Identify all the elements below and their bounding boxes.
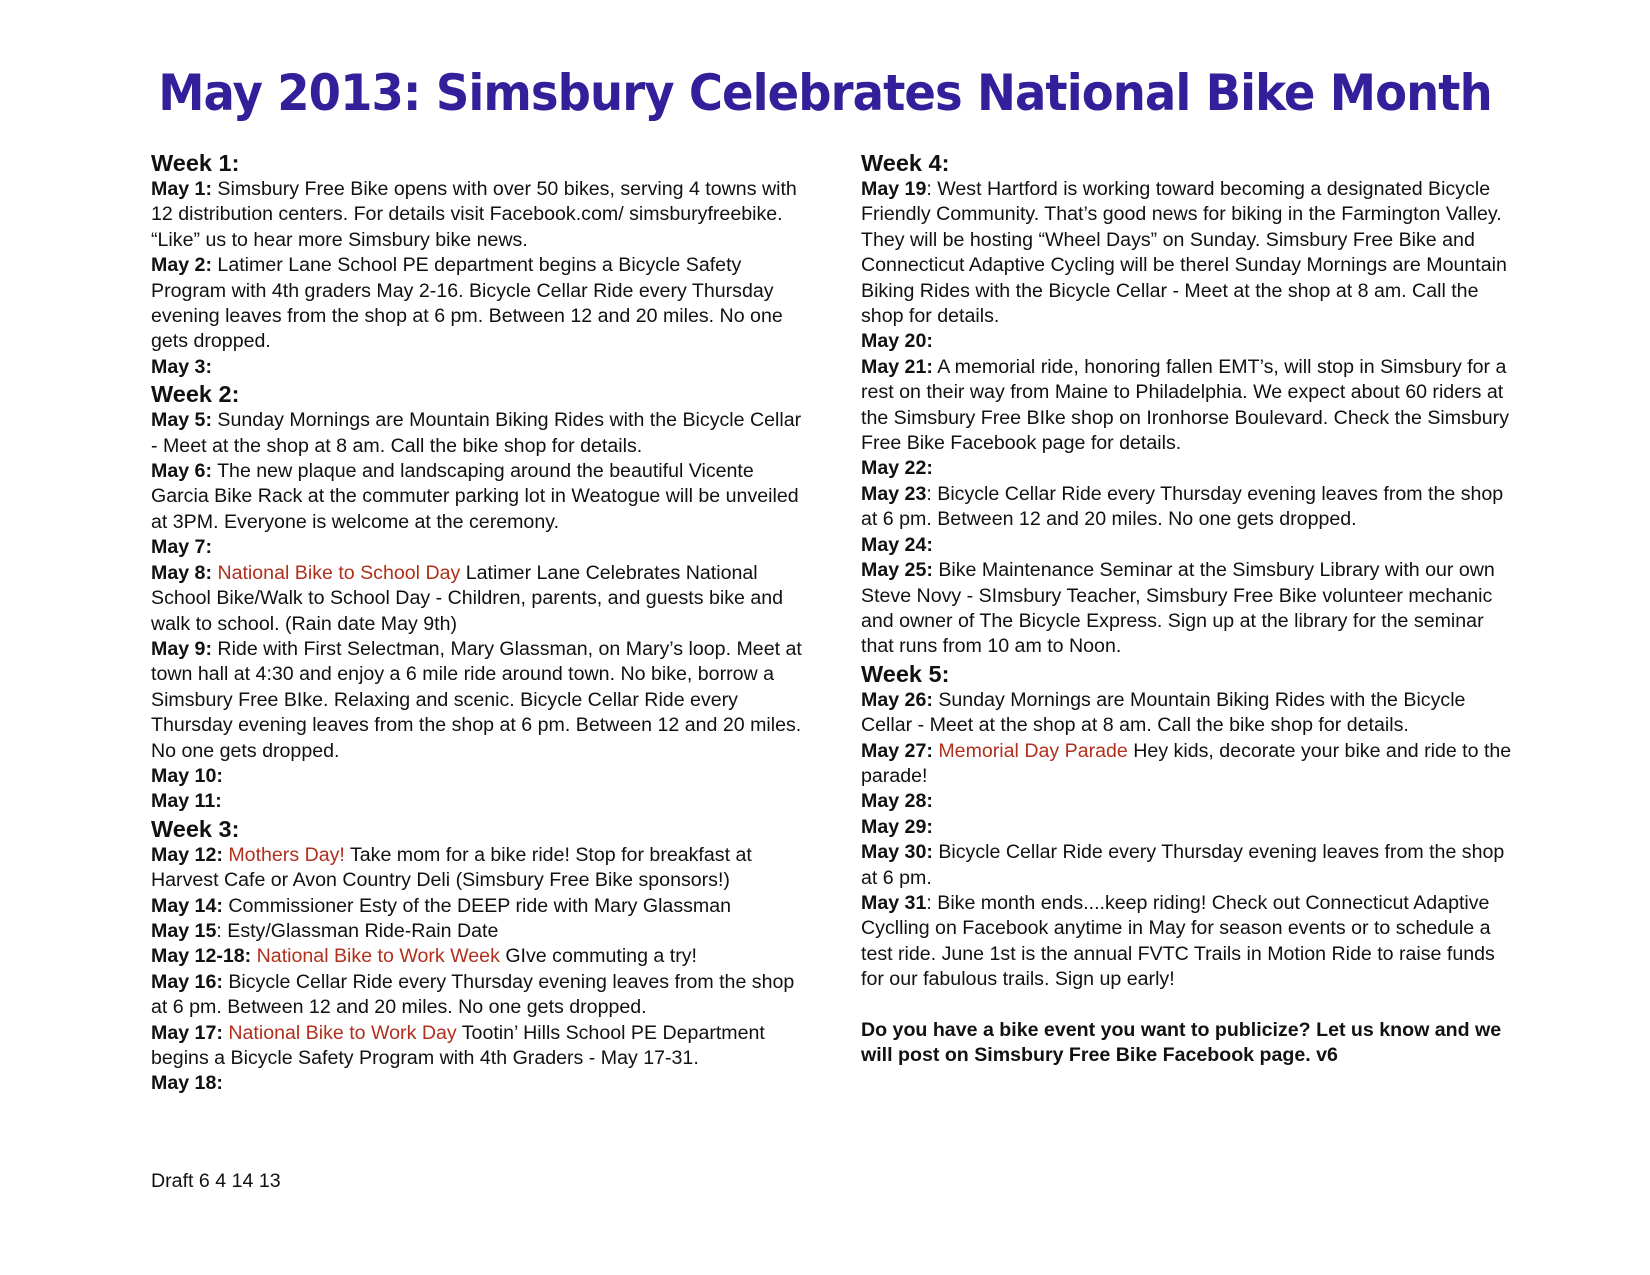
entry-date: May 30: [861, 841, 933, 864]
entry-may-6 [151, 459, 811, 535]
entry-text: : Esty/Glassman Ride-Rain Date [216, 919, 499, 942]
entry-may-16 [151, 970, 811, 1021]
entry-may-18 [151, 1071, 811, 1096]
entry-text: Commissioner Esty of the DEEP ride with Mary Glassman [222, 894, 732, 917]
entry-date: May 21: [861, 355, 933, 378]
entry-may-25 [861, 558, 1521, 660]
entry-date: May 29: [861, 815, 933, 838]
entry-date: May 28: [861, 790, 933, 813]
entry-date: May 16: [151, 970, 223, 993]
entry-date: May 7: [151, 536, 212, 559]
entry-may-17 [151, 1021, 811, 1072]
entry-text: A memorial ride, honoring fallen EMT’s, will stop in Simsbury for a rest on their way from Maine to Philadelphia. We expect about 60 riders at the Simsbury Free BIke shop on Ironhorse Boulevard. Check the Simsbury Free Bike Facebook page for details. [861, 355, 1509, 455]
entry-text: Bicycle Cellar Ride every Thursday evening leaves from the shop at 6 pm. Between 12 and 20 miles. No one gets dropped. [151, 970, 795, 1019]
entry-may-10 [151, 764, 811, 789]
entry-text: : Bicycle Cellar Ride every Thursday evening leaves from the shop at 6 pm. Between 12 and 20 miles. No one gets dropped. [861, 482, 1504, 531]
entry-may-2 [151, 253, 811, 355]
entry-date: May 22: [861, 457, 933, 480]
entry-may-26 [861, 688, 1521, 739]
closing-note: Do you have a bike event you want to publicize? Let us know and we will post on Simsbury Free Bike Facebook page. v6 [861, 1018, 1502, 1066]
entry-may-1 [151, 177, 811, 253]
entry-date: May 11: [151, 790, 222, 813]
entry-date: May 19 [861, 178, 927, 200]
week-3-heading: Week 3: [151, 815, 240, 842]
entry-date: May 18: [151, 1072, 223, 1095]
entry-date: May 9: [151, 637, 212, 660]
entry-may-20 [861, 329, 1521, 354]
entry-date: May 23 [861, 482, 927, 505]
entry-date: May 27: [861, 739, 933, 762]
left-column [151, 149, 811, 1097]
week-4-heading: Week 4: [861, 150, 950, 176]
entry-date: May 31 [861, 891, 927, 914]
entry-date: May 25: [861, 559, 933, 582]
entry-may-14 [151, 894, 811, 919]
entry-may-24 [861, 533, 1521, 558]
entry-may-21 [861, 355, 1521, 457]
event-highlight: Mothers Day! [228, 843, 345, 866]
entry-may-27 [861, 739, 1521, 790]
entry-date: May 12: [151, 843, 223, 866]
entry-date: May 3: [151, 355, 212, 378]
entry-text: : West Hartford is working toward becoming a designated Bicycle Friendly Community. That’s good news for biking in the Farmington Valley. They will be hosting “Wheel Days” on Sunday. Simsbury Free Bike and Connecticut Adaptive Cycling will be therel Sunday Mornings are Mountain Biking Rides with the Bicycle Cellar - Meet at the shop at 8 am. Call the shop for details. [861, 178, 1507, 328]
entry-may-9 [151, 637, 811, 764]
entry-date: May 14: [151, 894, 223, 917]
entry-may-12 [151, 843, 811, 894]
entry-may-30 [861, 840, 1521, 891]
entry-text: Take mom for a bike ride! Stop for breakfast at Harvest Cafe or Avon Country Deli (Simsbury Free Bike sponsors!) [151, 843, 752, 892]
entry-may-19 [861, 177, 1521, 329]
entry-text: Tootin’ Hills School PE Department begins a Bicycle Safety Program with 4th Graders - May 17-31. [151, 1021, 765, 1069]
entry-may-22 [861, 456, 1521, 481]
entry-text: Ride with First Selectman, Mary Glassman, on Mary’s loop. Meet at town hall at 4:30 and enjoy a 6 mile ride around town. No bike, borrow a Simsbury Free BIke. Relaxing and scenic. Bicycle Cellar Ride every Thursday evening leaves from the shop at 6 pm. Between 12 and 20 miles. No one gets dropped. [151, 637, 802, 762]
entry-date: May 17: [151, 1021, 223, 1044]
entry-date: May 20: [861, 330, 933, 353]
event-highlight: National Bike to School Day [217, 561, 461, 584]
entry-may-28 [861, 789, 1521, 814]
entry-date: May 6: [151, 460, 212, 483]
entry-date: May 10: [151, 764, 223, 787]
entry-text: Sunday Mornings are Mountain Biking Rides with the Bicycle Cellar - Meet at the shop at 8 am. Call the bike shop for details. [861, 688, 1466, 737]
entry-may-23 [861, 482, 1521, 533]
entry-may-12-18 [151, 944, 811, 969]
entry-text: The new plaque and landscaping around the beautiful Vicente Garcia Bike Rack at the commuter parking lot in Weatogue will be unveiled at 3PM. Everyone is welcome at the ceremony. [151, 460, 799, 533]
entry-text: : Bike month ends....keep riding! Check out Connecticut Adaptive Cyclling on Facebook anytime in May for season events or to schedule a test ride. June 1st is the annual FVTC Trails in Motion Ride to raise funds for our fabulous trails. Sign up early! [861, 891, 1495, 991]
entry-may-7 [151, 535, 811, 560]
entry-text: Sunday Mornings are Mountain Biking Rides with the Bicycle Cellar - Meet at the shop at 8 am. Call the bike shop for details. [151, 409, 802, 457]
entry-may-11 [151, 789, 811, 814]
entry-text: Bicycle Cellar Ride every Thursday evening leaves from the shop at 6 pm. [861, 841, 1505, 889]
event-highlight: Memorial Day Parade [938, 739, 1128, 762]
entry-text: Simsbury Free Bike opens with over 50 bikes, serving 4 towns with 12 distribution centers. For details visit Facebook.com/ simsburyfreebike. “Like” us to hear more Simsbury bike news. [151, 178, 797, 251]
event-highlight: National Bike to Work Day [228, 1021, 457, 1044]
event-highlight: National Bike to Work Week [256, 945, 500, 968]
entry-date: May 5: [151, 409, 212, 432]
entry-may-3 [151, 355, 811, 380]
right-column [861, 149, 1521, 1068]
entry-text: GIve commuting a try! [499, 945, 697, 968]
draft-footer: Draft 6 4 14 13 [151, 1170, 281, 1192]
week-2-heading: Week 2: [151, 381, 240, 408]
entry-date: May 2: [151, 254, 212, 277]
entry-may-31 [861, 891, 1521, 993]
entry-text: Latimer Lane Celebrates National School Bike/Walk to School Day - Children, parents, and guests bike and walk to school. (Rain date May 9th) [151, 561, 784, 635]
entry-date: May 12-18: [151, 945, 252, 968]
entry-may-5 [151, 408, 811, 459]
entry-date: May 1: [151, 178, 212, 200]
week-1-heading: Week 1: [151, 150, 240, 176]
entry-may-15 [151, 919, 811, 944]
entry-text: Latimer Lane School PE department begins a Bicycle Safety Program with 4th graders May 2-16. Bicycle Cellar Ride every Thursday evening leaves from the shop at 6 pm. Between 12 and 20 miles. No one gets dropped. [151, 254, 783, 353]
entry-date: May 8: [151, 561, 212, 584]
entry-may-8 [151, 561, 811, 637]
entry-date: May 26: [861, 688, 933, 711]
entry-may-29 [861, 815, 1521, 840]
entry-date: May 15 [151, 919, 217, 942]
week-5-heading: Week 5: [861, 660, 950, 687]
entry-date: May 24: [861, 533, 933, 556]
entry-text: Bike Maintenance Seminar at the Simsbury Library with our own Steve Novy - SImsbury Teacher, Simsbury Free Bike volunteer mechanic and owner of The Bicycle Express. Sign up at the library for the seminar that runs from 10 am to Noon. [861, 559, 1495, 658]
page-title: May 2013: Simsbury Celebrates National Bike Month [158, 64, 1492, 122]
entry-text: Hey kids, decorate your bike and ride to the parade! [861, 739, 1512, 787]
